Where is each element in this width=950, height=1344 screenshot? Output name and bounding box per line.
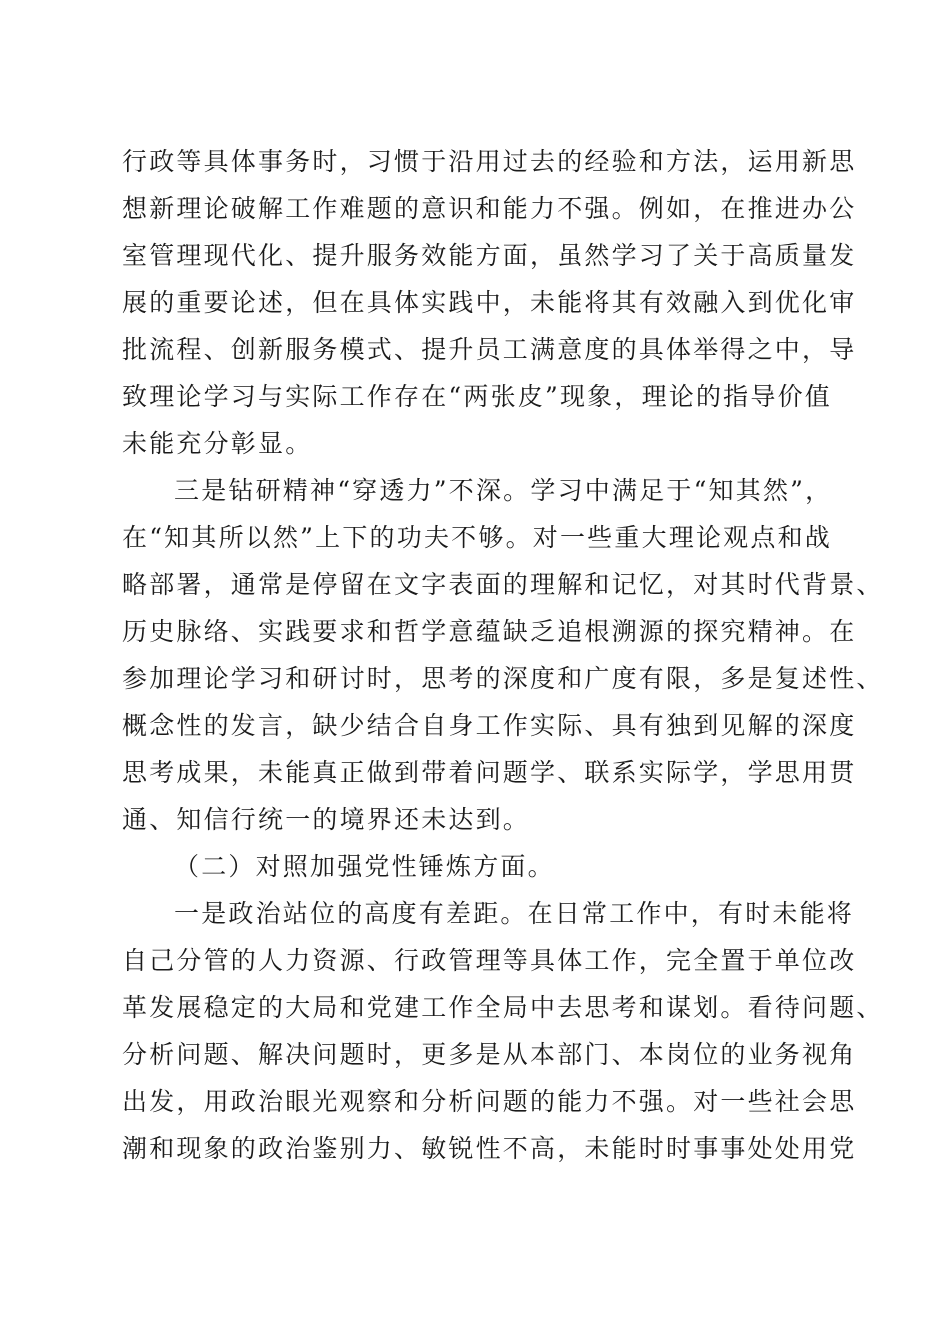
- text-line: 略部署，通常是停留在文字表面的理解和记忆，对其时代背景、: [122, 570, 884, 599]
- text-line: 分析问题、解决问题时，更多是从本部门、本岗位的业务视角: [122, 1040, 857, 1069]
- text-line: 批流程、创新服务模式、提升员工满意度的具体举得之中，导: [122, 335, 857, 364]
- text-line: 革发展稳定的大局和党建工作全局中去思考和谋划。看待问题、: [122, 993, 884, 1022]
- text-line: 室管理现代化、提升服务效能方面，虽然学习了关于高质量发: [122, 241, 857, 270]
- text-line: 展的重要论述，但在具体实践中，未能将其有效融入到优化审: [122, 288, 857, 317]
- text-line: 出发，用政治眼光观察和分析问题的能力不强。对一些社会思: [122, 1087, 857, 1116]
- text-line: 未能充分彰显。: [122, 429, 313, 458]
- paragraph-1: [122, 138, 857, 467]
- text-line: 历史脉络、实践要求和哲学意蕴缺乏追根溯源的探究精神。在: [122, 617, 857, 646]
- section-heading: [122, 843, 828, 890]
- section-heading-text: （二）对照加强党性锤炼方面。: [174, 852, 555, 881]
- text-line: 在“知其所以然”上下的功夫不够。对一些重大理论观点和战: [122, 523, 832, 552]
- text-line: 自己分管的人力资源、行政管理等具体工作，完全置于单位改: [122, 946, 857, 975]
- text-line: 行政等具体事务时，习惯于沿用过去的经验和方法，运用新思: [122, 147, 857, 176]
- text-line: 想新理论破解工作难题的意识和能力不强。例如，在推进办公: [122, 194, 857, 223]
- text-line: 通、知信行统一的境界还未达到。: [122, 805, 531, 834]
- text-line: 致理论学习与实际工作存在“两张皮”现象，理论的指导价值: [122, 382, 832, 411]
- document-body: [122, 138, 884, 1172]
- paragraph-2: [122, 467, 884, 843]
- text-line: 三是钻研精神“穿透力”不深。学习中满足于“知其然”，: [174, 476, 833, 505]
- text-line: 潮和现象的政治鉴别力、敏锐性不高，未能时时事事处处用党: [122, 1134, 857, 1163]
- text-line: 一是政治站位的高度有差距。在日常工作中，有时未能将: [174, 899, 855, 928]
- text-line: 参加理论学习和研讨时，思考的深度和广度有限，多是复述性、: [122, 664, 884, 693]
- paragraph-3: [122, 890, 884, 1172]
- text-line: 思考成果，未能真正做到带着问题学、联系实际学，学思用贯: [122, 758, 857, 787]
- text-line: 概念性的发言，缺少结合自身工作实际、具有独到见解的深度: [122, 711, 857, 740]
